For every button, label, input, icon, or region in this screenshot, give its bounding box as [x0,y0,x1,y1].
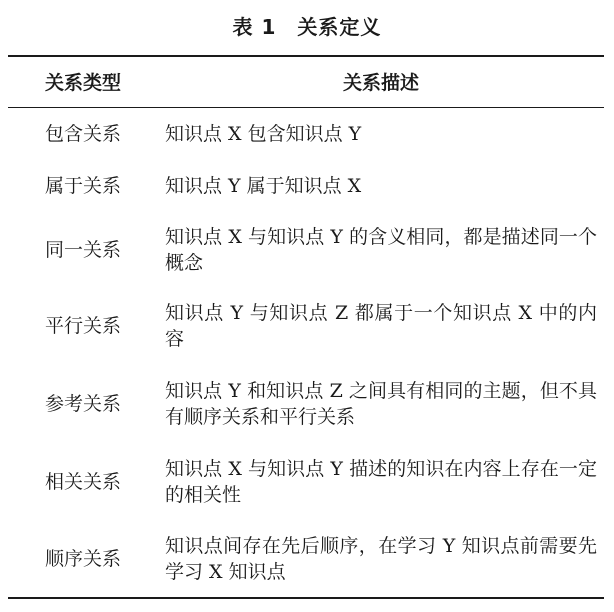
relation-description-cell: 知识点 X 与知识点 Y 的含义相同，都是描述同一个概念 [165,225,597,274]
table-row [8,212,604,287]
relation-type-cell: 顺序关系 [44,547,121,570]
header-relation-type: 关系类型 [44,72,121,94]
table-row [8,160,604,212]
table-bottom-rule [8,597,604,599]
relation-type-cell: 包含关系 [44,123,121,145]
relation-description-cell: 知识点 Y 属于知识点 X [165,175,362,197]
relation-type-cell: 参考关系 [44,393,121,415]
table-row [8,108,604,160]
relation-description-cell: 知识点 Y 和知识点 Z 之间具有相同的主题，但不具有顺序关系和平行关系 [165,380,597,428]
relation-type-cell: 平行关系 [44,315,121,337]
table-body [8,108,604,597]
relation-description-cell: 知识点 X 包含知识点 Y [165,123,362,145]
table-row [8,365,604,443]
table-row [8,287,604,365]
relation-type-cell: 相关关系 [44,470,121,493]
header-relation-description: 关系描述 [342,72,419,94]
relation-description-cell: 知识点 Y 与知识点 Z 都属于一个知识点 X 中的内容 [165,302,597,350]
table-caption: 表 1 关系定义 [232,15,382,39]
relation-type-cell: 同一关系 [44,238,121,261]
table-row [8,443,604,520]
relation-description-cell: 知识点间存在先后顺序，在学习 Y 知识点前需要先学习 X 知识点 [165,534,597,583]
relation-type-cell: 属于关系 [44,175,121,197]
table-row [8,520,604,597]
table-header-row [8,57,604,107]
relation-description-cell: 知识点 X 与知识点 Y 描述的知识在内容上存在一定的相关性 [165,457,597,506]
